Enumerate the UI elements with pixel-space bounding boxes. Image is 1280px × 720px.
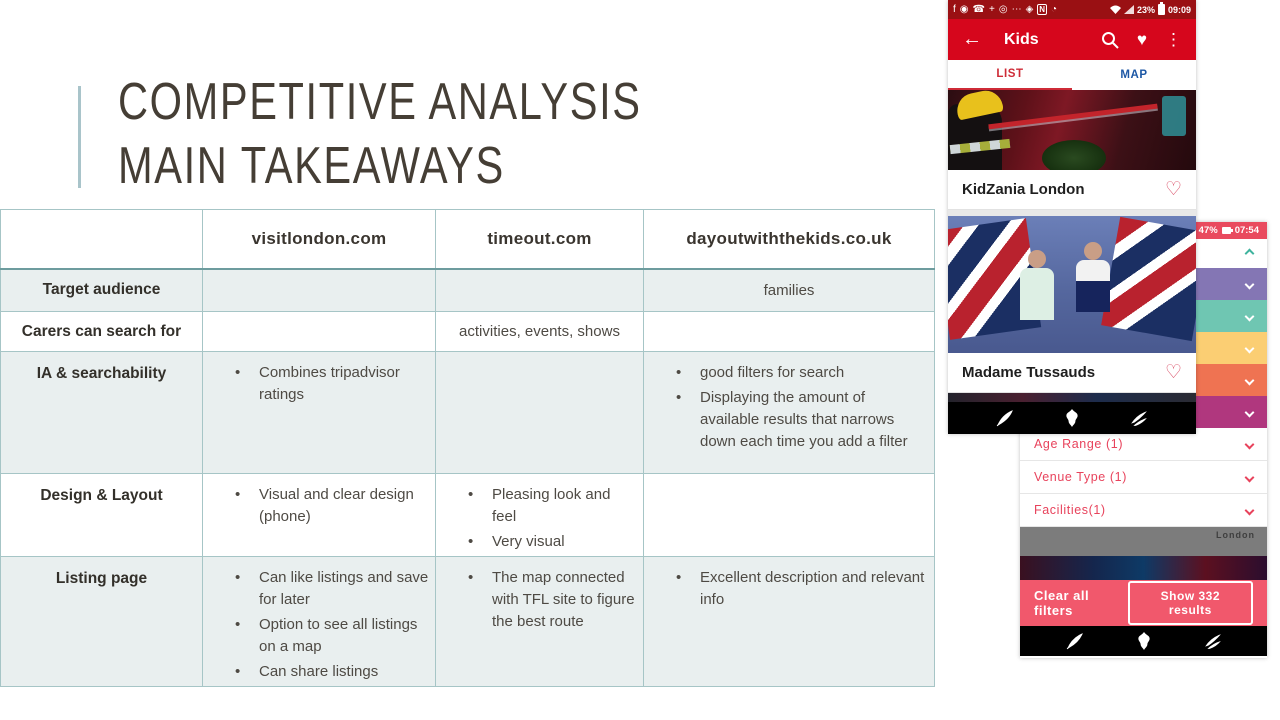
table-corner-cell	[1, 210, 203, 269]
teal-sign	[1162, 96, 1186, 136]
appbar-title: Kids	[1004, 30, 1039, 48]
listing-title: KidZania London	[962, 181, 1085, 198]
feather-icon[interactable]	[1064, 632, 1086, 650]
person-figure	[1076, 242, 1110, 312]
bullet-item: • Very visual	[466, 531, 637, 553]
plant	[1042, 140, 1106, 170]
chevron-up-icon	[1245, 249, 1255, 259]
next-listing-photo-strip	[948, 393, 1196, 402]
title-block	[78, 70, 773, 198]
madame-tussauds-photo[interactable]	[948, 216, 1196, 353]
chevron-down-icon	[1245, 375, 1255, 385]
chevron-down-icon	[1245, 311, 1255, 321]
title-accent-bar	[78, 86, 81, 188]
chevron-down-icon	[1245, 343, 1255, 353]
favorite-heart-outline-icon[interactable]: ♡	[1164, 179, 1182, 200]
chevron-down-icon	[1245, 472, 1255, 482]
chevron-down-icon	[1245, 407, 1255, 417]
row-label-listing-page: Listing page	[1, 557, 203, 687]
status-time: 07:54	[1234, 225, 1259, 236]
table-cell	[644, 474, 935, 557]
kidzania-photo[interactable]	[948, 90, 1196, 170]
filter-action-bar	[1020, 580, 1267, 626]
alarm-icon: ◔	[1051, 3, 1058, 15]
tab-map[interactable]	[1072, 60, 1196, 90]
table-cell	[436, 474, 644, 557]
palm-leaf-icon[interactable]	[1128, 409, 1150, 427]
palm-leaf-icon[interactable]	[1202, 632, 1224, 650]
list-item-madame-tussauds[interactable]	[948, 353, 1196, 393]
title-line-1: COMPETITIVE ANALYSIS	[118, 73, 642, 131]
red-pole	[988, 104, 1157, 130]
filter-row-venue-type[interactable]	[1020, 461, 1267, 494]
slide-title	[118, 70, 642, 198]
phone1-app-bar	[948, 19, 1196, 60]
location-icon: ◈	[1025, 3, 1034, 15]
column-header-timeout: timeout.com	[436, 210, 644, 269]
table-cell	[436, 352, 644, 474]
table-cell	[436, 269, 644, 312]
table-cell	[203, 352, 436, 474]
table-cell	[203, 557, 436, 687]
title-line-2: MAIN TAKEAWAYS	[118, 137, 505, 195]
bullet-item: • good filters for search	[674, 362, 928, 384]
bullet-item: • Displaying the amount of available results that narrows down each time you add a filter	[674, 387, 928, 453]
row-label-ia-searchability: IA & searchability	[1, 352, 203, 474]
signal-icon	[1124, 5, 1134, 14]
bullet-item: • Combines tripadvisor ratings	[233, 362, 429, 406]
phone1-tab-bar	[948, 60, 1196, 90]
bullet-item: • Can share listings	[233, 661, 429, 683]
status-time: 09:09	[1167, 4, 1191, 15]
search-icon[interactable]	[1101, 31, 1119, 49]
tab-list[interactable]	[948, 60, 1072, 90]
photo-strip	[1020, 556, 1267, 580]
bullet-item: • Option to see all listings on a map	[233, 614, 429, 658]
column-header-dayoutwiththekids: dayoutwiththekids.co.uk	[644, 210, 935, 269]
phone1-nav-bar	[948, 402, 1196, 434]
tab-label: MAP	[1120, 69, 1148, 81]
facebook-icon: f	[953, 3, 956, 15]
table-cell	[644, 352, 935, 474]
background-photo	[1020, 527, 1267, 580]
phone2-nav-bar	[1020, 626, 1267, 656]
chevron-down-icon	[1245, 505, 1255, 515]
filter-label: Facilities(1)	[1034, 503, 1106, 517]
table-cell	[644, 557, 935, 687]
table-cell	[436, 557, 644, 687]
photos-icon: +	[988, 3, 995, 15]
bullet-item: • Excellent description and relevant info	[674, 567, 928, 611]
list-item-kidzania[interactable]	[948, 170, 1196, 210]
tab-label: LIST	[996, 68, 1024, 80]
favorites-heart-icon[interactable]: ♥	[1136, 30, 1147, 49]
chevron-down-icon	[1245, 279, 1255, 289]
oak-leaf-icon[interactable]	[1133, 632, 1155, 650]
listing-title: Madame Tussauds	[962, 364, 1096, 381]
table-cell: activities, events, shows	[436, 312, 644, 352]
phone-screenshot-kids-list	[948, 0, 1196, 434]
wifi-icon	[1110, 5, 1121, 14]
filter-label: Age Range (1)	[1034, 437, 1124, 451]
table-cell	[203, 312, 436, 352]
whatsapp-icon: ☎	[972, 3, 985, 15]
photo-caption: London	[1216, 530, 1255, 540]
favorite-heart-outline-icon[interactable]: ♡	[1164, 362, 1182, 383]
feather-icon[interactable]	[994, 409, 1016, 427]
table-cell	[203, 269, 436, 312]
battery-icon	[1158, 4, 1165, 15]
chevron-down-icon	[1245, 439, 1255, 449]
battery-percent: 23%	[1136, 4, 1155, 15]
row-label-target-audience: Target audience	[1, 269, 203, 312]
show-results-button[interactable]: Show 332 results	[1128, 581, 1253, 625]
back-arrow-icon[interactable]: ←	[962, 28, 982, 50]
maps-icon: ◎	[998, 3, 1008, 15]
union-jack-flag	[1101, 217, 1196, 341]
column-header-visitlondon: visitlondon.com	[203, 210, 436, 269]
table-cell	[644, 312, 935, 352]
bullet-item: • Can like listings and save for later	[233, 567, 429, 611]
bullet-item: • The map connected with TFL site to figure the best route	[466, 567, 637, 633]
phone1-status-bar	[948, 0, 1196, 19]
person-figure	[1020, 250, 1054, 320]
nfc-icon: N	[1039, 5, 1046, 14]
filter-label: Venue Type (1)	[1034, 470, 1127, 484]
table-cell	[203, 474, 436, 557]
battery-icon	[1222, 227, 1231, 234]
row-label-design-layout: Design & Layout	[1, 474, 203, 557]
clear-all-filters-button[interactable]: Clear all filters	[1034, 588, 1090, 618]
bullet-item: • Visual and clear design (phone)	[233, 484, 429, 528]
comparison-table	[0, 209, 935, 687]
battery-percent: 47%	[1198, 225, 1218, 236]
overflow-menu-icon[interactable]: ⋮	[1165, 30, 1182, 49]
table-cell: families	[644, 269, 935, 312]
filter-row-facilities[interactable]	[1020, 494, 1267, 527]
pinterest-icon: ◉	[959, 3, 969, 15]
oak-leaf-icon[interactable]	[1061, 409, 1083, 427]
more-notifications-icon: ⋯	[1011, 3, 1022, 15]
bullet-item: • Pleasing look and feel	[466, 484, 637, 528]
row-label-carers-search: Carers can search for	[1, 312, 203, 352]
